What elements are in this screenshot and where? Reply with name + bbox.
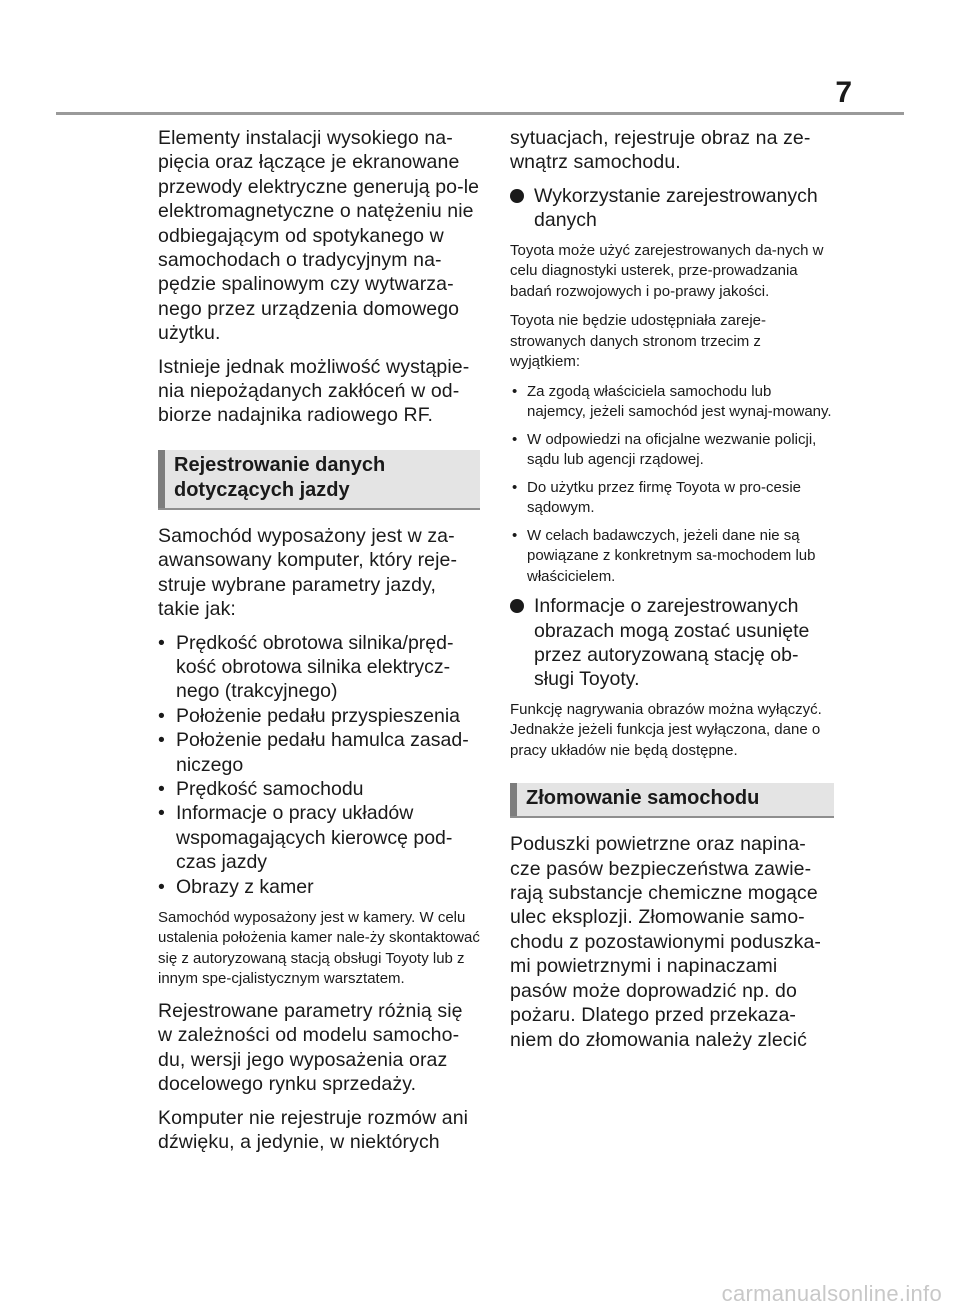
header-rule xyxy=(56,112,904,115)
bullet-icon: • xyxy=(158,777,165,800)
list-item: • Informacje o pracy układów wspomagających kierowcę pod-czas jazdy xyxy=(158,802,453,874)
list-item: • Położenie pedału przyspieszenia xyxy=(158,704,461,727)
subheading-data-usage: Wykorzystanie zarejestrowanych danych xyxy=(510,184,834,233)
page-number: 7 xyxy=(835,76,852,109)
paragraph: Poduszki powietrzne oraz napina-cze pasów bezpieczeństwa zawie-rają substancje chemiczne mogące ulec eksplozji. Złomowanie samo-chodu z pozostawionymi poduszka-mi powietrznymi i napinaczami pasów może doprowadzić np. do pożaru. Dlatego przed przekaza-niem do złomowania należy zlecić xyxy=(510,833,822,1051)
list-item: • Prędkość obrotowa silnika/pręd-kość obrotowa silnika elektrycz-nego (trakcyjnego) xyxy=(158,631,454,703)
small-paragraph: Toyota nie będzie udostępniała zareje-strowanych danych stronom trzecim z wyjątkiem: xyxy=(510,312,767,371)
section-heading-text: Rejestrowanie danych dotyczących jazdy xyxy=(174,453,386,501)
exception-list xyxy=(510,382,834,588)
paragraph: sytuacjach, rejestruje obraz na ze-wnątrz samochodu. xyxy=(510,127,811,174)
paragraph: Istnieje jednak możliwość wystąpie-nia niepożądanych zakłóceń w od-biorze nadajnika radiowego RF. xyxy=(158,355,470,427)
right-column xyxy=(510,126,834,1061)
bullet-icon: • xyxy=(512,526,518,544)
paragraph: Komputer nie rejestruje rozmów ani dźwięku, a jedynie, w niektórych xyxy=(158,1106,469,1153)
heading-accent-bar xyxy=(158,450,165,508)
bullet-dot-icon xyxy=(510,189,524,203)
bullet-icon: • xyxy=(512,382,518,400)
bullet-icon: • xyxy=(158,704,165,727)
list-item: • Położenie pedału hamulca zasad-niczego xyxy=(158,729,469,776)
bullet-icon: • xyxy=(158,802,165,825)
heading-accent-bar xyxy=(510,783,517,816)
watermark: carmanualsonline.info xyxy=(721,1281,942,1306)
paragraph: Elementy instalacji wysokiego na-pięcia oraz łączące je ekranowane przewody elektryczne generują po-le elektromagnetyczne o natężeniu nie odbiegającym od spotykanego w samochodach o tradycyjnym na-pędzie spalinowym czy wytwarza-nego przez urządzenia domowego użytku. xyxy=(158,127,480,345)
parameter-list xyxy=(158,631,480,899)
list-item: • Za zgodą właściciela samochodu lub najemcy, jeżeli samochód jest wynaj-mowany. xyxy=(512,382,832,421)
list-item: • W odpowiedzi na oficjalne wezwanie policji, sądu lub agencji rządowej. xyxy=(512,430,817,469)
bullet-dot-icon xyxy=(510,599,524,613)
section-heading-scrapping xyxy=(510,783,834,818)
bullet-icon: • xyxy=(158,631,165,654)
bullet-icon: • xyxy=(512,478,518,496)
list-item: • W celach badawczych, jeżeli dane nie są powiązane z konkretnym sa-mochodem lub właścicielem. xyxy=(512,526,816,585)
small-paragraph: Funkcję nagrywania obrazów można wyłączyć. Jednakże jeżeli funkcja jest wyłączona, dane o pracy układów nie będą dostępne. xyxy=(510,700,822,759)
small-paragraph: Toyota może użyć zarejestrowanych da-nych w celu diagnostyki usterek, prze-prowadzania badań rozwojowych i po-prawy jakości. xyxy=(510,241,824,300)
list-item: • Obrazy z kamer xyxy=(158,875,314,898)
list-item: • Do użytku przez firmę Toyota w pro-cesie sądowym. xyxy=(512,478,801,517)
left-column xyxy=(158,126,480,1163)
bullet-icon: • xyxy=(512,430,518,448)
section-heading-driving-data xyxy=(158,450,480,510)
paragraph: Samochód wyposażony jest w za-awansowany komputer, który reje-struje wybrane parametry jazdy, takie jak: xyxy=(158,524,458,621)
list-item: • Prędkość samochodu xyxy=(158,777,364,800)
paragraph: Rejestrowane parametry różnią się w zależności od modelu samocho-du, wersji jego wyposażenia oraz docelowego rynku sprzedaży. xyxy=(158,999,463,1096)
bullet-icon: • xyxy=(158,729,165,752)
bullet-icon: • xyxy=(158,875,165,898)
section-heading-text: Złomowanie samochodu xyxy=(526,787,760,810)
note-text: Samochód wyposażony jest w kamery. W celu ustalenia położenia kamer nale-ży skontaktować się z autoryzowaną stacją obsługi Toyoty lub z innym spe-cjalistycznym warsztatem. xyxy=(158,908,480,988)
subheading-image-deletion: Informacje o zarejestrowanych obrazach mogą zostać usunięte przez autoryzowaną stację ob-sługi Toyoty. xyxy=(510,594,834,692)
